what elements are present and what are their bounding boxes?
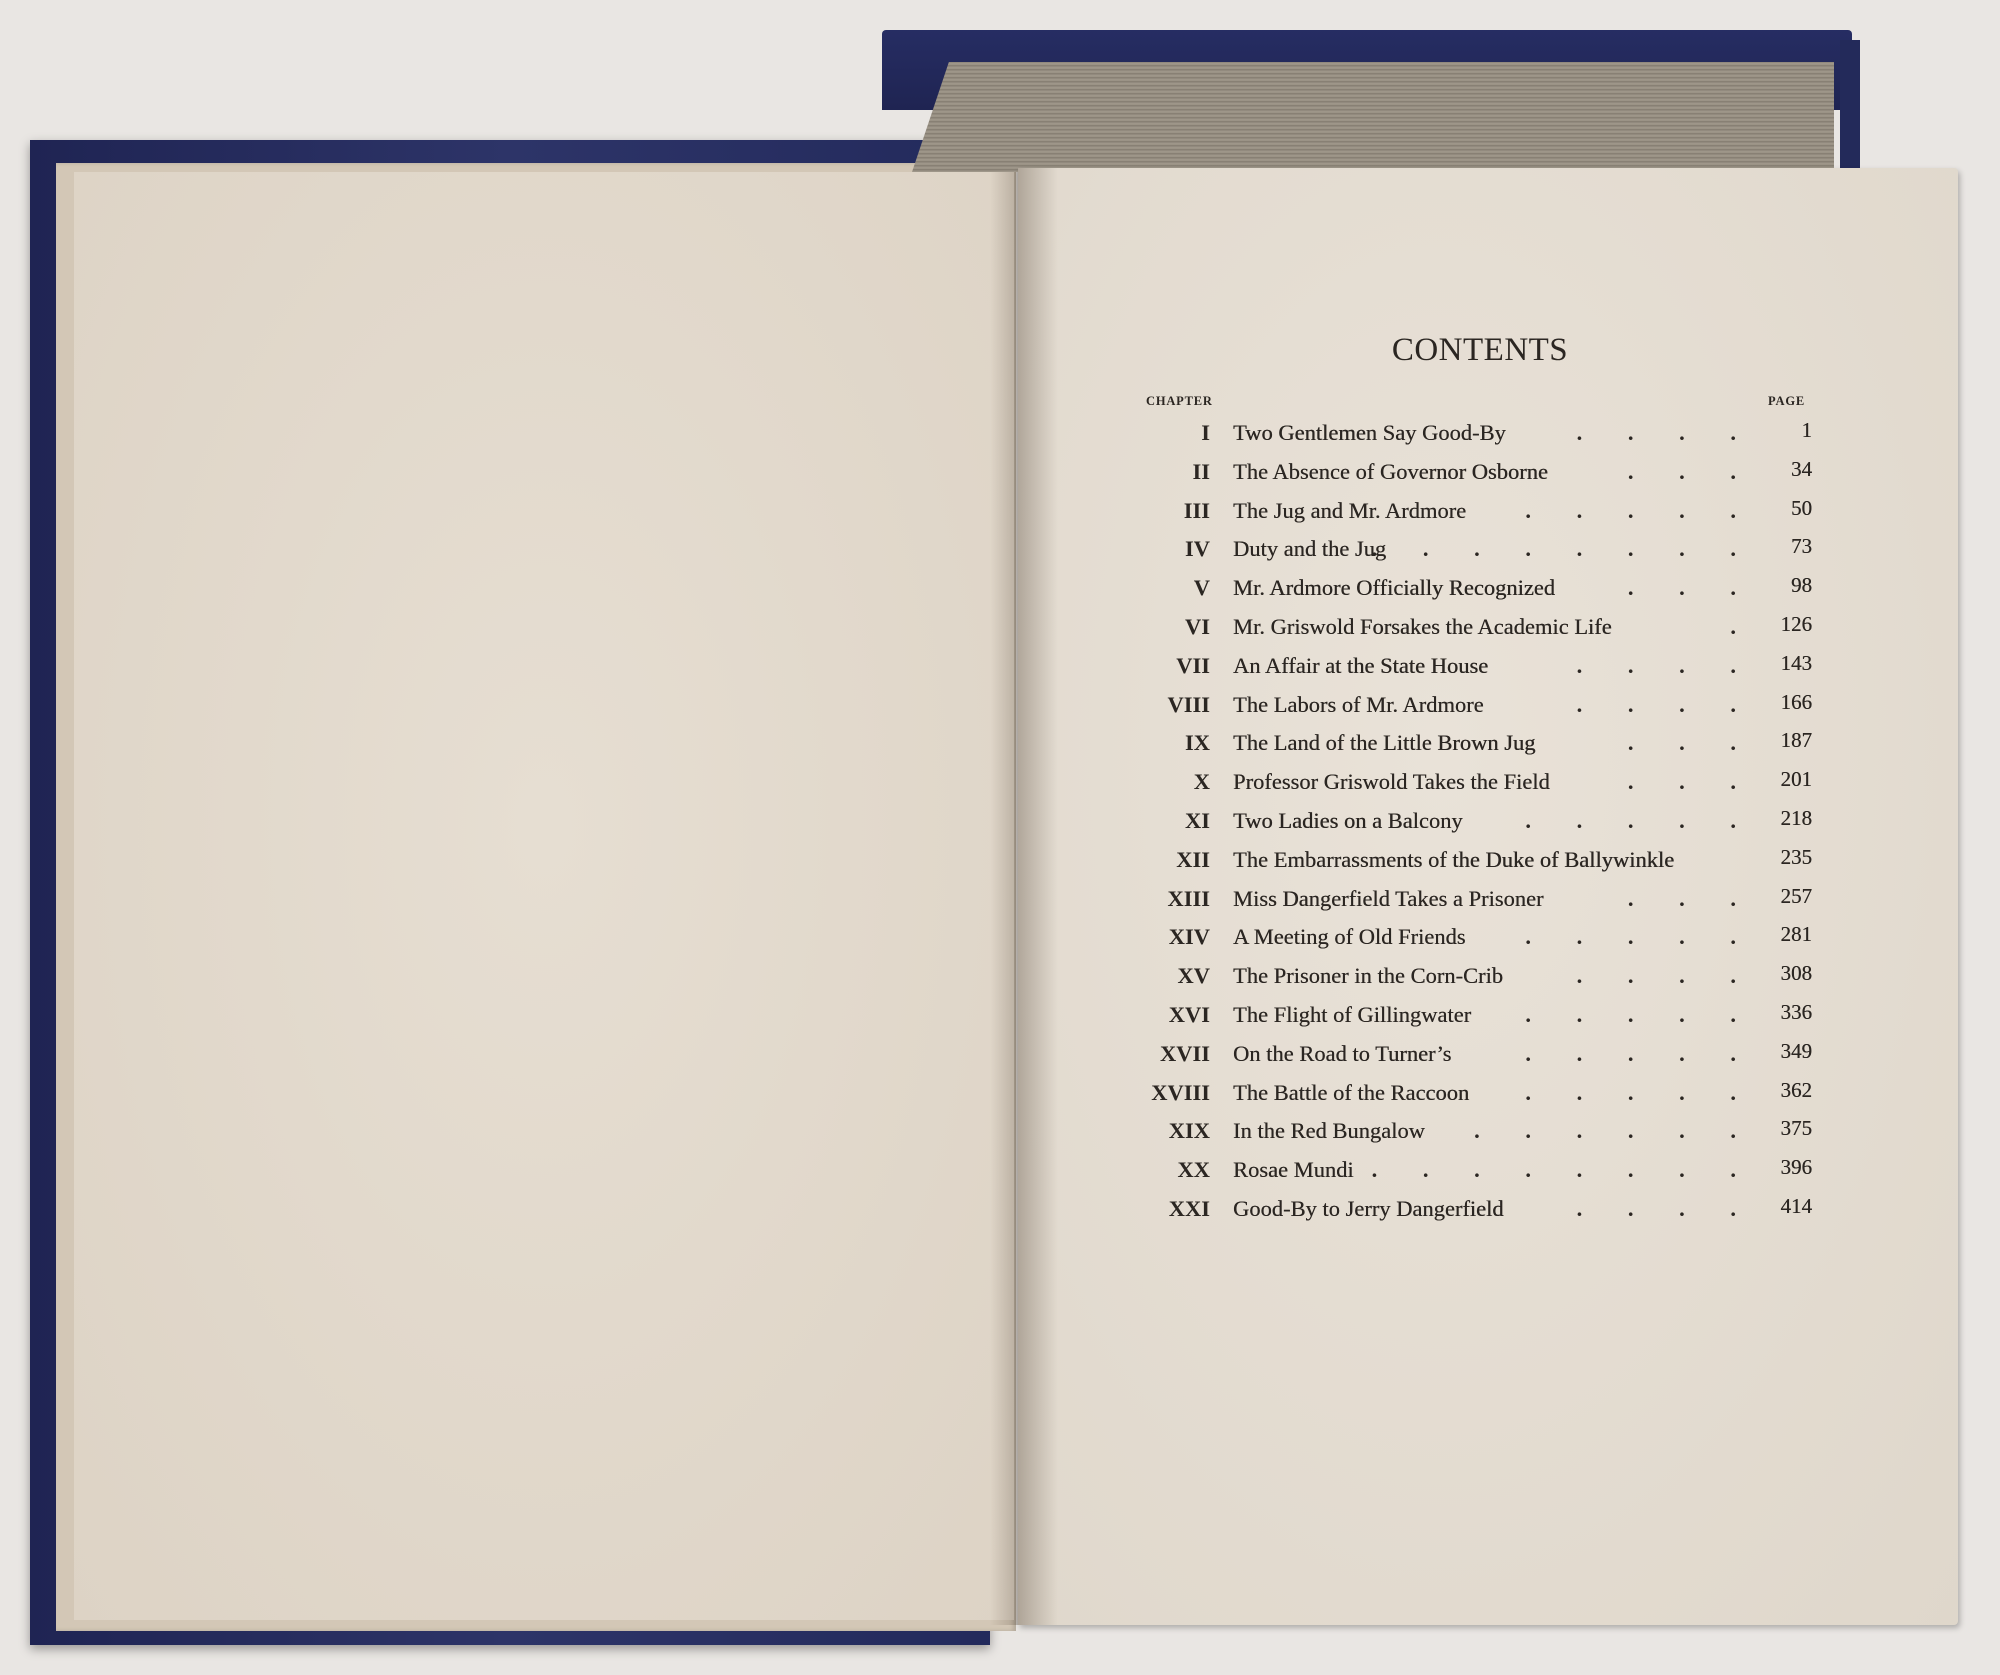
chapter-number: XVIII <box>1151 1079 1210 1105</box>
chapter-number: XIV <box>1168 924 1210 950</box>
toc-row <box>1120 998 1820 1037</box>
page-number: 166 <box>1780 689 1812 714</box>
dot-leader: . . . . . <box>1525 497 1756 523</box>
chapter-number: II <box>1192 458 1210 484</box>
toc-row <box>1120 649 1820 688</box>
chapter-title: On the Road to Turner’s <box>1233 1040 1452 1066</box>
chapter-number: VI <box>1184 613 1210 639</box>
chapter-number: XXI <box>1168 1195 1210 1221</box>
page-column-header: PAGE <box>1768 394 1805 408</box>
table-of-contents <box>1120 416 1820 1231</box>
page-number: 1 <box>1801 418 1812 442</box>
toc-row <box>1120 765 1820 804</box>
dot-leader: . . . <box>1627 769 1756 795</box>
page-number: 50 <box>1791 495 1812 520</box>
toc-row <box>1120 1037 1820 1076</box>
dot-leader: . . . . . . . . <box>1371 536 1756 562</box>
chapter-title: Mr. Ardmore Officially Recognized <box>1233 575 1555 601</box>
chapter-number: XX <box>1177 1157 1210 1183</box>
page-number: 281 <box>1780 922 1812 947</box>
toc-row <box>1120 455 1820 494</box>
dot-leader: . . . <box>1627 885 1756 911</box>
page-block-edge <box>912 62 1834 172</box>
chapter-title: Two Gentlemen Say Good-By <box>1233 420 1506 445</box>
toc-row <box>1120 688 1820 727</box>
chapter-title: Rosae Mundi <box>1233 1157 1354 1183</box>
page-number: 375 <box>1780 1116 1812 1141</box>
chapter-title: The Labors of Mr. Ardmore <box>1233 691 1484 717</box>
chapter-number: V <box>1193 575 1210 601</box>
page-title: CONTENTS <box>1391 332 1569 368</box>
chapter-title: In the Red Bungalow <box>1233 1118 1425 1144</box>
dot-leader: . . . <box>1627 575 1756 601</box>
toc-row <box>1120 920 1820 959</box>
left-gutter-shadow <box>990 170 1020 1625</box>
chapter-title: Miss Dangerfield Takes a Prisoner <box>1233 885 1544 911</box>
chapter-number: XV <box>1177 963 1210 989</box>
chapter-title: The Flight of Gillingwater <box>1233 1001 1472 1027</box>
page-number: 336 <box>1780 999 1812 1024</box>
toc-row <box>1120 843 1820 882</box>
chapter-number: XII <box>1176 846 1210 872</box>
dot-leader: . . . . <box>1576 691 1756 717</box>
page-number: 34 <box>1791 456 1812 481</box>
toc-row <box>1120 494 1820 533</box>
chapter-title: The Prisoner in the Corn-Crib <box>1233 963 1503 989</box>
page-number: 98 <box>1791 573 1812 598</box>
page-number: 414 <box>1780 1193 1812 1218</box>
chapter-title: Good-By to Jerry Dangerfield <box>1233 1195 1504 1221</box>
right-gutter-shadow <box>1018 168 1058 1625</box>
chapter-column-header: CHAPTER <box>1146 394 1213 408</box>
chapter-number: IV <box>1184 536 1210 562</box>
chapter-number: XVII <box>1159 1040 1210 1066</box>
chapter-title: The Jug and Mr. Ardmore <box>1233 497 1467 523</box>
page-number: 143 <box>1780 650 1812 675</box>
chapter-number: XI <box>1184 807 1210 833</box>
toc-row <box>1120 726 1820 765</box>
chapter-number: XIX <box>1168 1118 1210 1144</box>
chapter-number: X <box>1193 769 1210 795</box>
chapter-title: Duty and the Jug <box>1233 536 1387 562</box>
page-number: 349 <box>1780 1038 1812 1063</box>
toc-row <box>1120 610 1820 649</box>
chapter-number: VII <box>1176 652 1210 678</box>
dot-leader: . . . . . <box>1525 1040 1756 1066</box>
chapter-number: VIII <box>1167 691 1210 717</box>
chapter-title: The Land of the Little Brown Jug <box>1233 730 1536 756</box>
page-number: 201 <box>1780 767 1812 792</box>
toc-row <box>1120 1192 1820 1231</box>
toc-row <box>1120 882 1820 921</box>
page-number: 126 <box>1780 611 1812 636</box>
dot-leader: . . . . . . <box>1474 1118 1756 1144</box>
chapter-number: XIII <box>1167 885 1210 911</box>
page-number: 235 <box>1780 844 1812 869</box>
dot-leader: . . . . . <box>1525 1001 1756 1027</box>
chapter-title: Mr. Griswold Forsakes the Academic Life <box>1233 613 1612 639</box>
page-number: 396 <box>1780 1155 1812 1180</box>
dot-leader: . . . . <box>1576 652 1756 678</box>
left-blank-page <box>74 172 1014 1620</box>
page-number: 308 <box>1780 961 1812 986</box>
chapter-title: The Battle of the Raccoon <box>1233 1079 1470 1105</box>
dot-leader: . . . . . <box>1525 1079 1756 1105</box>
toc-row <box>1120 1076 1820 1115</box>
dot-leader: . . . . <box>1576 420 1756 445</box>
chapter-title: Professor Griswold Takes the Field <box>1233 769 1550 795</box>
toc-row <box>1120 416 1820 455</box>
dot-leader: . . . <box>1627 730 1756 756</box>
chapter-title: The Absence of Governor Osborne <box>1233 458 1548 484</box>
dot-leader: . . . . <box>1576 1195 1756 1221</box>
chapter-number: XVI <box>1168 1001 1210 1027</box>
dot-leader: . . . . . <box>1525 924 1756 950</box>
chapter-title: Two Ladies on a Balcony <box>1233 807 1463 833</box>
page-number: 73 <box>1791 534 1812 559</box>
toc-row <box>1120 571 1820 610</box>
chapter-title: An Affair at the State House <box>1233 652 1489 678</box>
chapter-number: IX <box>1184 730 1210 756</box>
toc-row <box>1120 959 1820 998</box>
page-number: 187 <box>1780 728 1812 753</box>
chapter-number: I <box>1201 420 1210 445</box>
dot-leader: . . . . . . . . <box>1371 1157 1756 1183</box>
page-number: 257 <box>1780 883 1812 908</box>
toc-row <box>1120 1114 1820 1153</box>
toc-row <box>1120 532 1820 571</box>
dot-leader: . <box>1730 613 1756 639</box>
toc-row <box>1120 804 1820 843</box>
dot-leader: . . . <box>1627 458 1756 484</box>
chapter-number: III <box>1183 497 1210 523</box>
chapter-title: The Embarrassments of the Duke of Ballywinkle <box>1233 846 1675 872</box>
page-number: 362 <box>1780 1077 1812 1102</box>
toc-row <box>1120 1153 1820 1192</box>
dot-leader: . . . . . <box>1525 807 1756 833</box>
page-number: 218 <box>1780 805 1812 830</box>
chapter-title: A Meeting of Old Friends <box>1233 924 1466 950</box>
dot-leader: . . . . <box>1576 963 1756 989</box>
